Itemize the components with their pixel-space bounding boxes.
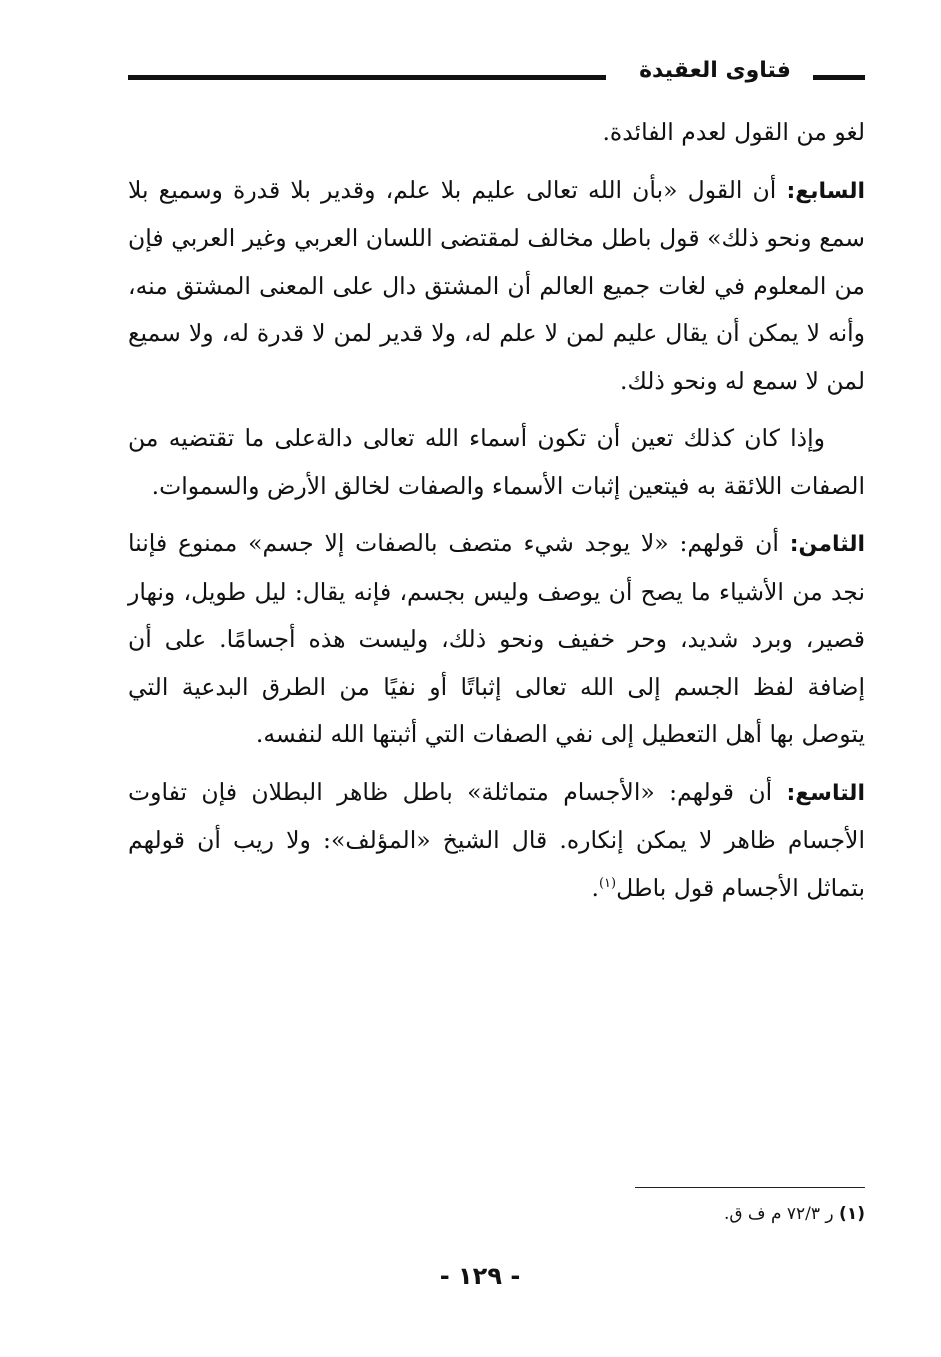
paragraph-conclusion: وإذا كان كذلك تعين أن تكون أسماء الله تعالى دالةعلى ما تقتضيه من الصفات اللائقة به فيتعين إثبات الأسماء والصفات لخالق الأرض والسموات. — [128, 424, 865, 500]
running-header — [128, 58, 865, 90]
footnote-reference: (١) — [598, 875, 617, 891]
footnote-separator — [635, 1187, 865, 1188]
paragraph-text-seventh: أن القول «بأن الله تعالى عليم بلا علم، وقدير بلا قدرة وسميع بلا سمع ونحو ذلك» قول باطل مخالف لمقتضى اللسان العربي وغير العربي فإن من المعلوم في لغات جميع العالم أن المشتق دال على المعنى المشتق منه، وأنه لا يمكن أن يقال عليم لمن لا علم له، ولا قدير لمن لا قدرة له، ولا سميع لمن لا سمع له ونحو ذلك. — [128, 175, 865, 395]
paragraph-lead-seventh: السابع: — [786, 178, 865, 204]
header-rule-short — [813, 75, 865, 80]
paragraph-lead-ninth: التاسع: — [786, 780, 865, 806]
paragraph-continuation: لغو من القول لعدم الفائدة. — [602, 118, 865, 146]
paragraph-text-ninth: أن قولهم: «الأجسام متماثلة» باطل ظاهر البطلان فإن تفاوت الأجسام ظاهر لا يمكن إنكاره. قال الشيخ «المؤلف»: ولا ريب أن قولهم بتماثل الأجسام قول باطل — [128, 777, 865, 902]
footnote-text: ر ٧٢/٣ م ف ق. — [723, 1204, 834, 1224]
paragraph-ninth — [128, 769, 865, 913]
body-text — [128, 109, 865, 922]
paragraph-text-eighth: أن قولهم: «لا يوجد شيء متصف بالصفات إلا جسم» ممنوع فإننا نجد من الأشياء ما يصح أن يوصف وليس بجسم، فإنه يقال: ليل طويل، ونهار قصير، وبرد شديد، وحر خفيف ونحو ذلك، وليست هذه أجسامًا. على أن إضافة لفظ الجسم إلى الله تعالى إثباتًا أو نفيًا من الطرق البدعية التي يتوصل بها أهل التعطيل إلى نفي الصفات التي أثبتها الله لنفسه. — [128, 529, 865, 748]
page-number: - ١٢٩ - — [439, 1262, 521, 1290]
paragraph-eighth — [128, 520, 865, 759]
paragraph-seventh — [128, 167, 865, 406]
footnote-marker: (١) — [839, 1204, 865, 1224]
header-rule-long — [128, 75, 606, 80]
paragraph-end-ninth: . — [591, 873, 599, 902]
paragraph-lead-eighth: الثامن: — [789, 532, 865, 557]
footnote — [365, 1204, 865, 1224]
header-title: فتاوى العقيدة — [639, 58, 791, 83]
